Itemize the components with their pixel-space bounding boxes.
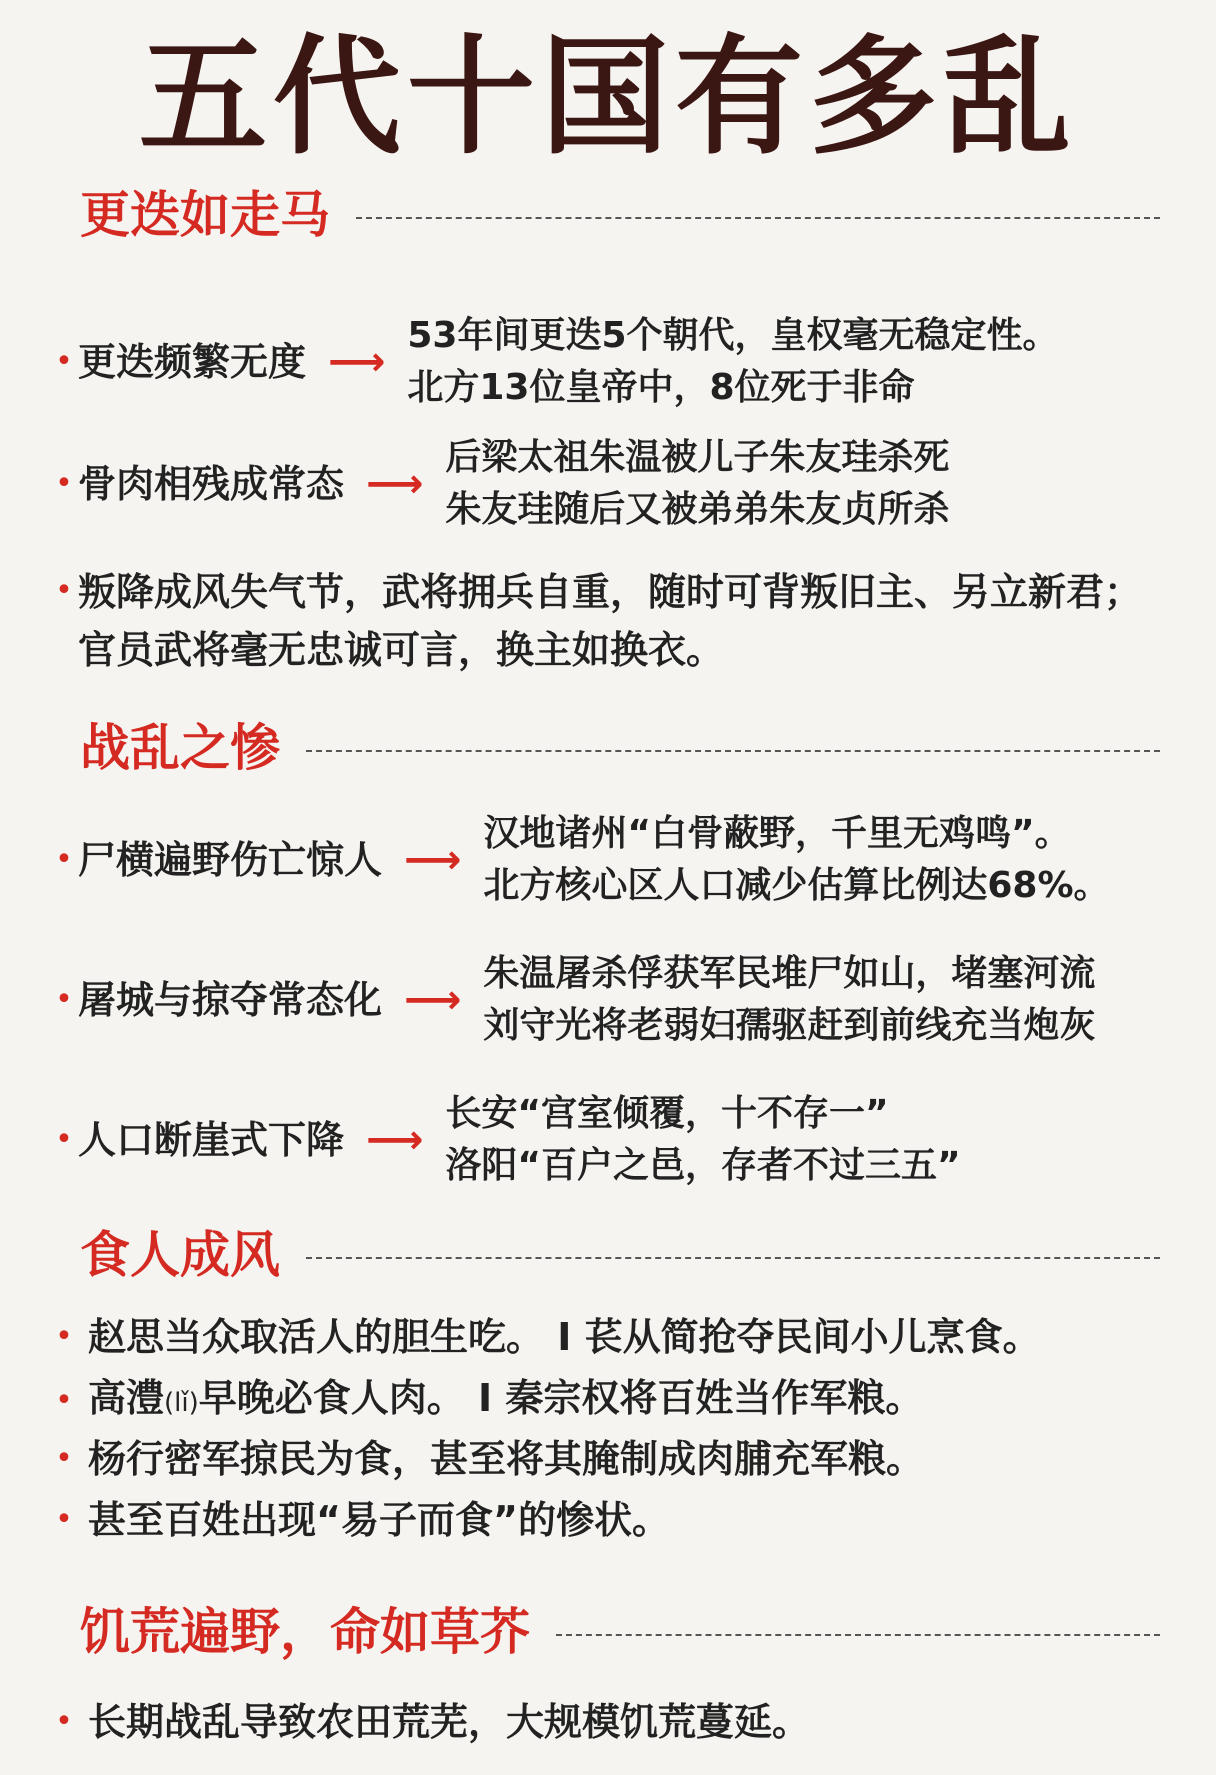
paragraph-text: 叛降成风失气节，武将拥兵自重，随时可背叛旧主、另立新君；官员武将毫无忠诚可言，换主如换衣。 [78,570,1143,672]
detail-line: 53年间更迭5个朝代，皇权毫无稳定性。 [407,315,1059,356]
item-label: 骨肉相残成常态 [78,462,345,506]
item-label: 人口断崖式下降 [78,1118,345,1162]
detail-line: 洛阳“百户之邑，存者不过三五” [445,1145,961,1186]
item-text: 杨行密军掠民为食，甚至将其腌制成肉脯充军粮。 [88,1437,925,1481]
detail-line: 刘守光将老弱妇孺驱赶到前线充当炮灰 [483,1005,1096,1046]
section-header [80,1225,1160,1285]
bullet-icon: • [55,1319,73,1354]
list-item [50,432,949,536]
detail-line: 北方13位皇帝中，8位死于非命 [407,367,915,408]
list-item [50,1088,961,1192]
bullet-icon: • [55,573,73,608]
list-item [50,1372,923,1429]
arrow-right-icon: ⟶ [404,837,462,883]
item-text: 甚至百姓出现“易子而食”的惨状。 [88,1498,670,1542]
dashed-divider [556,1634,1160,1636]
detail-line: 汉地诸州“白骨蔽野，千里无鸡鸣”。 [483,813,1071,854]
arrow-right-icon: ⟶ [366,461,424,507]
detail-line: 朱友珪随后又被弟弟朱友贞所杀 [445,489,950,530]
list-item [50,1696,810,1748]
section-header [80,718,1160,778]
section-header [80,185,1160,245]
item-detail [483,948,1095,1052]
paragraph-item [50,563,1150,679]
item-label: 屠城与掠夺常态化 [78,978,383,1022]
dashed-divider [306,750,1160,752]
item-detail [445,432,949,536]
detail-line: 后梁太祖朱温被儿子朱友珪杀死 [445,437,950,478]
bullet-icon: • [55,982,73,1017]
section-title: 更迭如走马 [80,186,330,244]
item-detail [407,310,1058,414]
section-title: 食人成风 [80,1226,280,1284]
section-title: 饥荒遍野，命如草芥 [80,1603,530,1661]
list-item [50,1433,924,1485]
dashed-divider [356,217,1160,219]
dashed-divider [306,1257,1160,1259]
bullet-icon: • [55,1441,73,1476]
list-item [50,1311,1041,1363]
item-label: 更迭频繁无度 [78,340,307,384]
item-text: 赵思当众取活人的胆生吃。 I 苌从简抢夺民间小儿烹食。 [88,1315,1041,1359]
bullet-icon: • [55,466,73,501]
list-item [50,808,1110,912]
bullet-icon: • [55,1704,73,1739]
arrow-right-icon: ⟶ [328,339,386,385]
bullet-icon: • [55,842,73,877]
list-item [50,948,1095,1052]
detail-line: 朱温屠杀俘获军民堆尸如山，堵塞河流 [483,953,1096,994]
pinyin-note: (lǐ) [164,1388,199,1418]
detail-line: 长安“宫室倾覆，十不存一” [445,1093,889,1134]
item-text: 长期战乱导致农田荒芜，大规模饥荒蔓延。 [88,1700,811,1744]
bullet-icon: • [55,1502,73,1537]
bullet-icon: • [55,1382,73,1418]
item-text-start: 高澧 [88,1376,165,1420]
bullet-icon: • [55,1122,73,1157]
list-item [50,310,1059,414]
item-text-rest: 早晚必食人肉。 I 秦宗权将百姓当作军粮。 [198,1376,924,1420]
arrow-right-icon: ⟶ [366,1117,424,1163]
section-header [80,1602,1160,1662]
item-detail [483,808,1109,912]
section-title: 战乱之惨 [80,719,280,777]
arrow-right-icon: ⟶ [404,977,462,1023]
list-item [50,1494,670,1546]
item-label: 尸横遍野伤亡惊人 [78,838,383,882]
item-detail [445,1088,960,1192]
bullet-icon: • [55,344,73,379]
detail-line: 北方核心区人口减少估算比例达68%。 [483,865,1110,906]
item-text [88,1372,923,1429]
page-title: 五代十国有多乱 [138,23,1077,172]
